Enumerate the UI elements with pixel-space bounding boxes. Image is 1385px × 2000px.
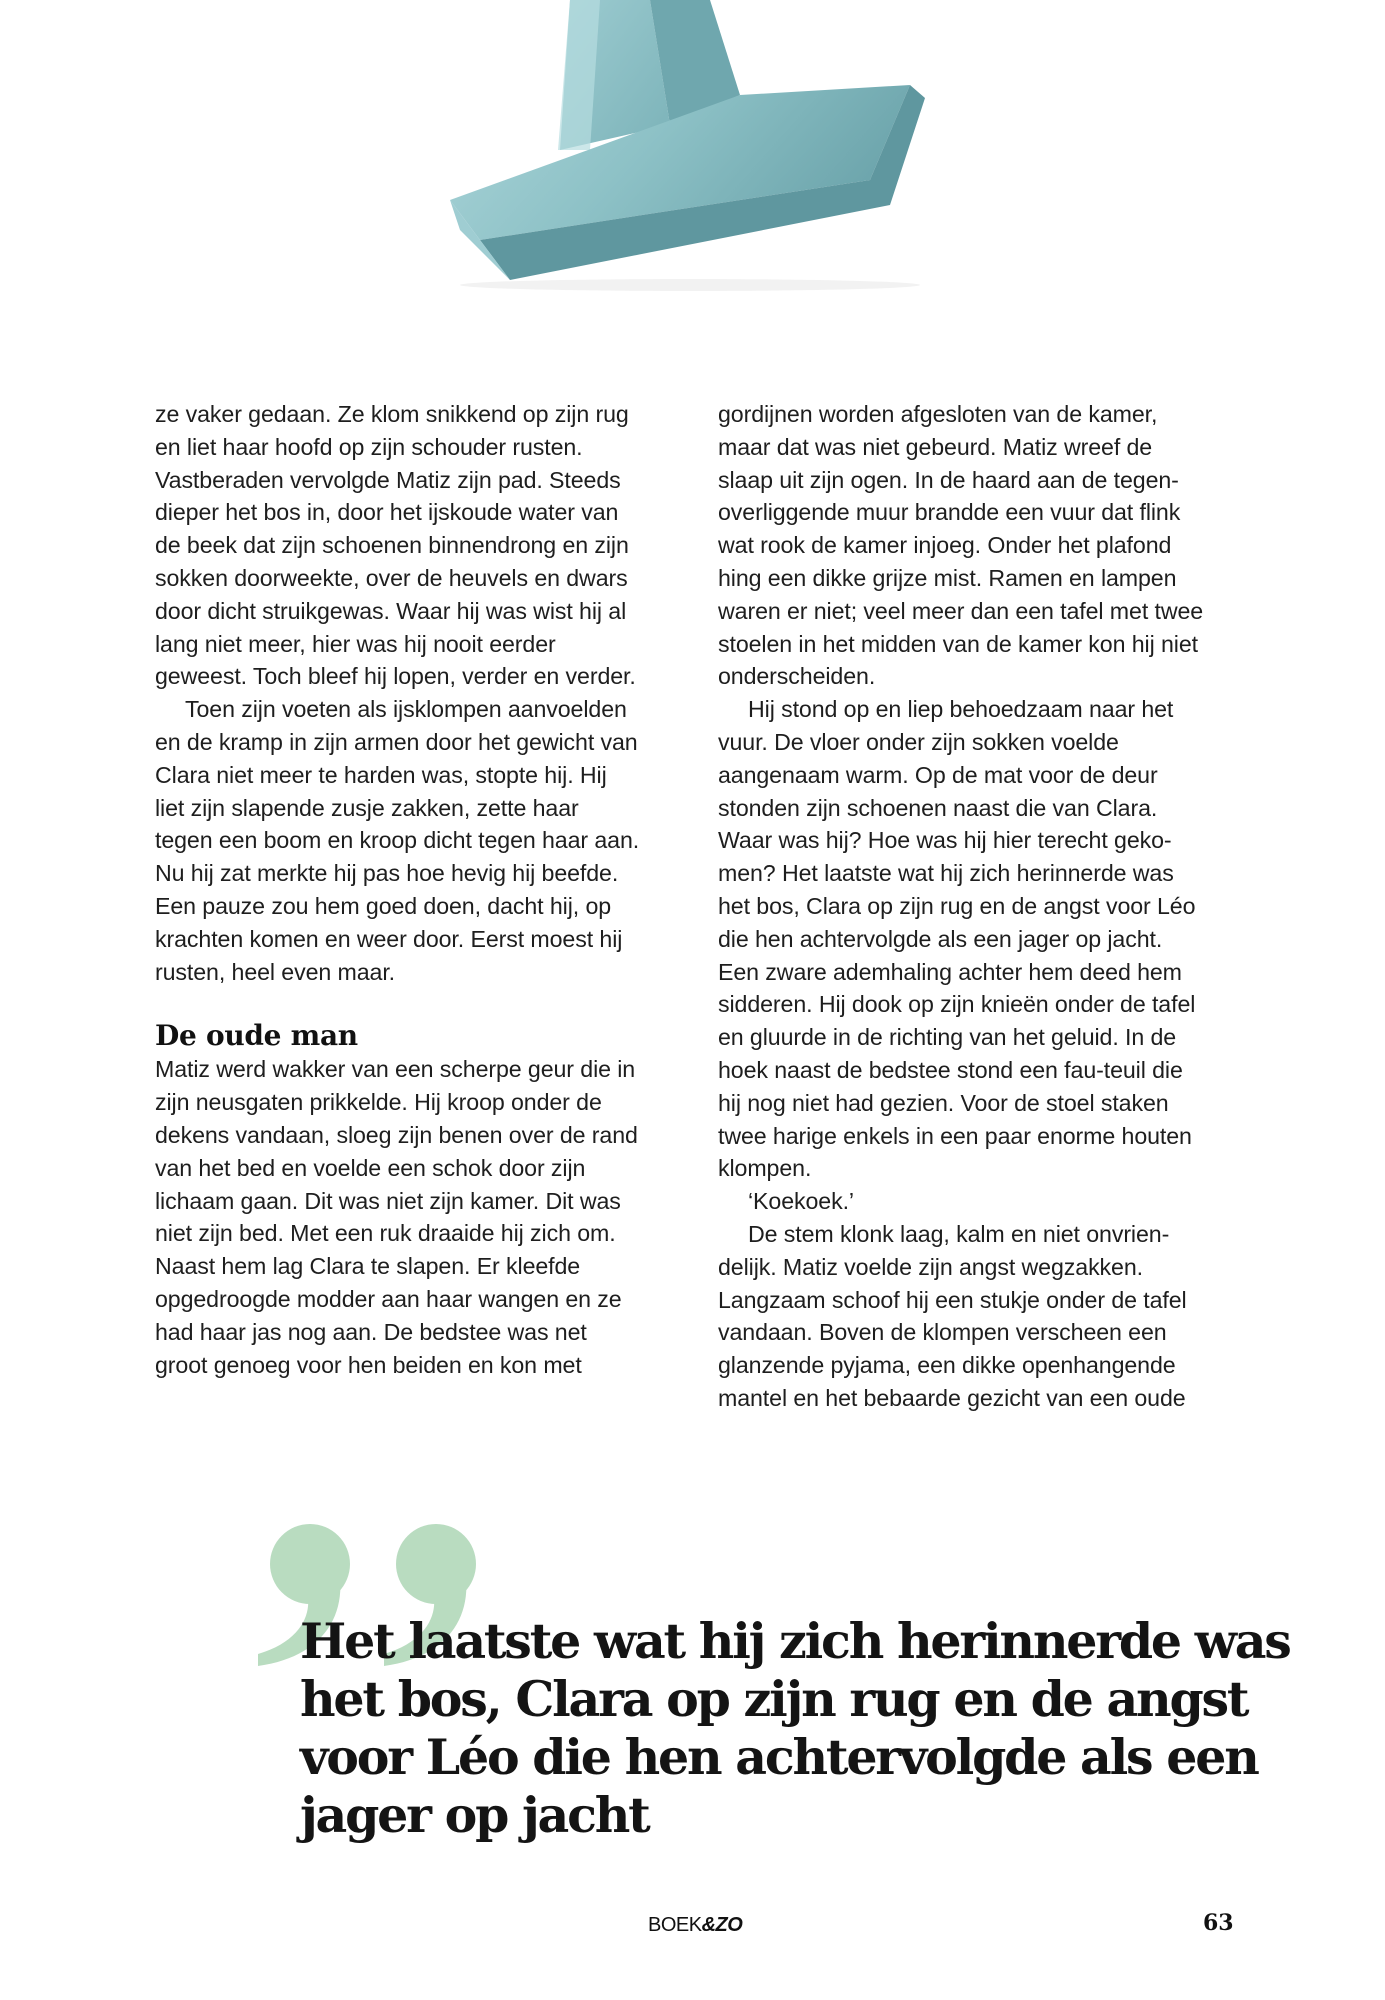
body-paragraph: Matiz werd wakker van een scherpe geur die in zijn neusgaten prikkelde. Hij kroop onder de dekens vandaan, sloeg zijn benen over de rand van het bed en voelde een schok door zijn lichaam gaan. Dit was niet zijn kamer. Dit was niet zijn bed. Met een ruk draaide hij zich om. Naast hem lag Clara te slapen. Er kleefde opgedroogde modder aan haar wangen en ze had haar jas nog aan. De bedstee was net groot genoeg voor hen beiden en kon met — [155, 1056, 638, 1378]
left-column — [155, 398, 641, 1381]
section-heading: De oude man — [155, 1019, 358, 1053]
body-paragraph: Hij stond op en liep behoedzaam naar het vuur. De vloer onder zijn sokken voelde aangenaam warm. Op de mat voor de deur stonden zijn schoenen naast die van Clara. Waar was hij? Hoe was hij hier terecht geko-men? Het laatste wat hij zich herinnerde was het bos, Clara op zijn rug en de angst voor Léo die hen achtervolgde als een jager op jacht. Een zware ademhaling achter hem deed hem sidderen. Hij dook op zijn knieën onder de tafel en gluurde in de richting van het geluid. In de hoek naast de bedstee stond een fau-teuil die hij nog niet had gezien. Voor de stoel staken twee harige enkels in een paar enorme houten klompen. — [718, 696, 1196, 1182]
logo-text-accent: &ZO — [701, 1914, 743, 1936]
body-paragraph: De stem klonk laag, kalm en niet onvrien-delijk. Matiz voelde zijn angst wegzakken. Langzaam schoof hij een stukje onder de tafel vandaan. Boven de klompen verscheen een glanzende pyjama, een dikke openhangende mantel en het bebaarde gezicht van een oude — [718, 1220, 1187, 1411]
body-paragraph: gordijnen worden afgesloten van de kamer, maar dat was niet gebeurd. Matiz wreef de slaap uit zijn ogen. In de haard aan de tegen-overliggende muur brandde een vuur dat flink wat rook de kamer injoeg. Onder het plafond hing een dikke grijze mist. Ramen en lampen waren er niet; veel meer dan een tafel met twee stoelen in het midden van de kamer kon hij niet onderscheiden. — [718, 401, 1204, 690]
right-column — [718, 398, 1204, 1415]
publication-logo — [648, 1914, 742, 1937]
pull-quote: Het laatste wat hij zich herinnerde was het bos, Clara op zijn rug en de angst voor Léo die hen achtervolgde als een jager op jacht — [300, 1612, 1290, 1844]
logo-text: BOEK — [648, 1914, 702, 1936]
dialog-line: ‘Koekoek.’ — [748, 1188, 854, 1215]
body-paragraph: Toen zijn voeten als ijsklompen aanvoelden en de kramp in zijn armen door het gewicht van Clara niet meer te harden was, stopte hij. Hij liet zijn slapende zusje zakken, zette haar tegen een boom en kroop dicht tegen haar aan. Nu hij zat merkte hij pas hoe hevig hij beefde. Een pauze zou hem goed doen, dacht hij, op krachten komen en weer door. Eerst moest hij rusten, heel even maar. — [155, 696, 640, 985]
paper-boat-icon — [440, 0, 940, 300]
body-paragraph: ze vaker gedaan. Ze klom snikkend op zijn rug en liet haar hoofd op zijn schouder rusten. Vastberaden vervolgde Matiz zijn pad. Steeds dieper het bos in, door het ijskoude water van de beek dat zijn schoenen binnendrong en zijn sokken doorweekte, over de heuvels en dwars door dicht struikgewas. Waar hij was wist hij al lang niet meer, hier was hij nooit eerder geweest. Toch bleef hij lopen, verder en verder. — [155, 401, 636, 690]
page-number: 63 — [1203, 1910, 1234, 1936]
